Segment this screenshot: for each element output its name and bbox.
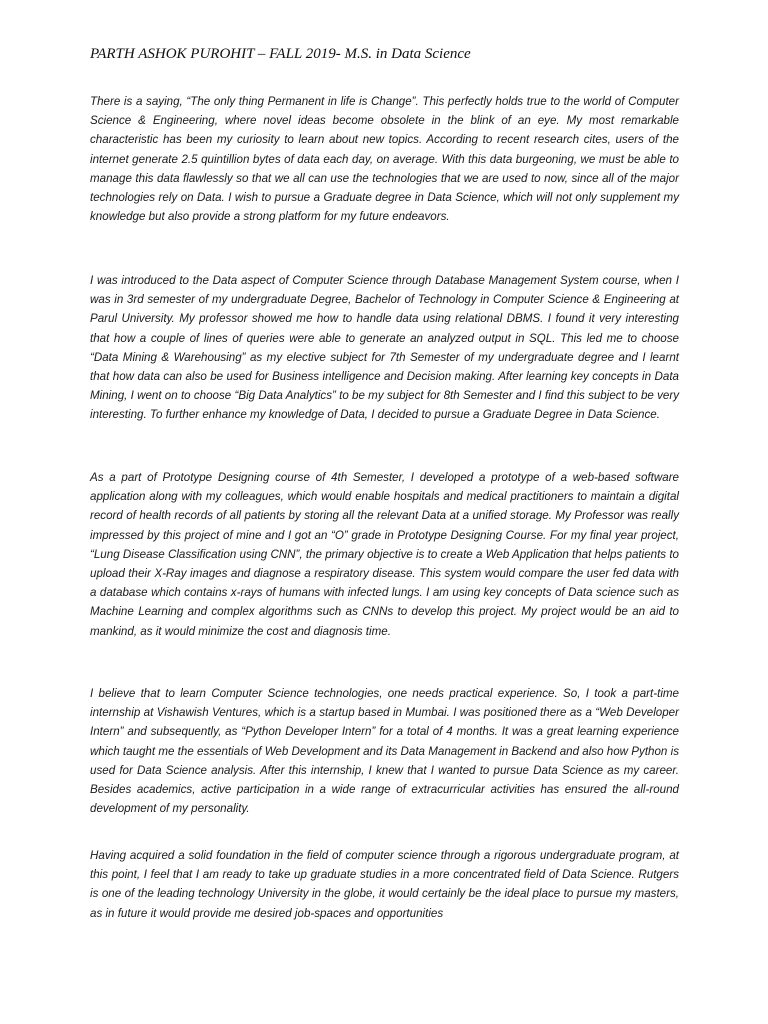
paragraph-introduction: There is a saying, “The only thing Permanent in life is Change”. This perfectly holds true to the world of Computer Science & Engineering, where novel ideas become obsolete in the blink of an eye. My most remarkable characteristic has been my curiosity to learn about new topics. According to recent research cites, users of the internet generate 2.5 quintillion bytes of data each day, on average. With this data burgeoning, we must be able to manage this data flawlessly so that we all can use the technologies that we are used to now, since all of the major technologies rely on Data. I wish to pursue a Graduate degree in Data Science, which will not only supplement my knowledge but also provide a strong platform for my future endeavors. — [90, 95, 679, 224]
paragraph-internship: I believe that to learn Computer Science technologies, one needs practical experience. So, I took a part-time internship at Vishawish Ventures, which is a startup based in Mumbai. I was positioned there as a “Web Developer Intern” and subsequently, as “Python Developer Intern” for a total of 4 months. It was a great learning experience which taught me the essentials of Web Development and its Data Management in Backend and also how Python is used for Data Science analysis. After this internship, I knew that I wanted to pursue Data Science as my career. Besides academics, active participation in a wide range of extracurricular activities has ensured the all-round development of my personality. — [90, 687, 679, 816]
paragraph-conclusion: Having acquired a solid foundation in the field of computer science through a rigorous undergraduate program, at this point, I feel that I am ready to take up graduate studies in a more concentrated field of Data Science. Rutgers is one of the leading technology University in the globe, it would certainly be the ideal place to pursue my masters, as in future it would provide me desired job-spaces and opportunities — [90, 849, 679, 920]
paragraph-projects: As a part of Prototype Designing course of 4th Semester, I developed a prototype of a web-based software application along with my colleagues, which would enable hospitals and medical practitioners to maintain a digital record of health records of all patients by storing all the relevant Data at a unified storage. My Professor was really impressed by this project of mine and I got an “O” grade in Prototype Designing Course. For my final year project, “Lung Disease Classification using CNN”, the primary objective is to create a Web Application that helps patients to upload their X-Ray images and diagnose a respiratory disease. This system would compare the user fed data with a database which contains x-rays of humans with infected lungs. I am using key concepts of Data science such as Machine Learning and complex algorithms such as CNNs to develop this project. My project would be an aid to mankind, as it would minimize the cost and diagnosis time. — [90, 471, 679, 638]
paragraph-dbms-background: I was introduced to the Data aspect of Computer Science through Database Management System course, when I was in 3rd semester of my undergraduate Degree, Bachelor of Technology in Computer Science & Engineering at Parul University. My professor showed me how to handle data using relational DBMS. I found it very interesting that how a couple of lines of queries were able to generate an analyzed output in SQL. This led me to choose “Data Mining & Warehousing” as my elective subject for 7th Semester of my undergraduate degree and I learnt that how data can also be used for Business intelligence and Decision making. After learning key concepts in Data Mining, I went on to choose “Big Data Analytics” to be my subject for 8th Semester and I find this subject to be very interesting. To further enhance my knowledge of Data, I decided to pursue a Graduate Degree in Data Science. — [90, 274, 679, 422]
document-title: PARTH ASHOK PUROHIT – FALL 2019- M.S. in Data Science — [90, 46, 471, 62]
